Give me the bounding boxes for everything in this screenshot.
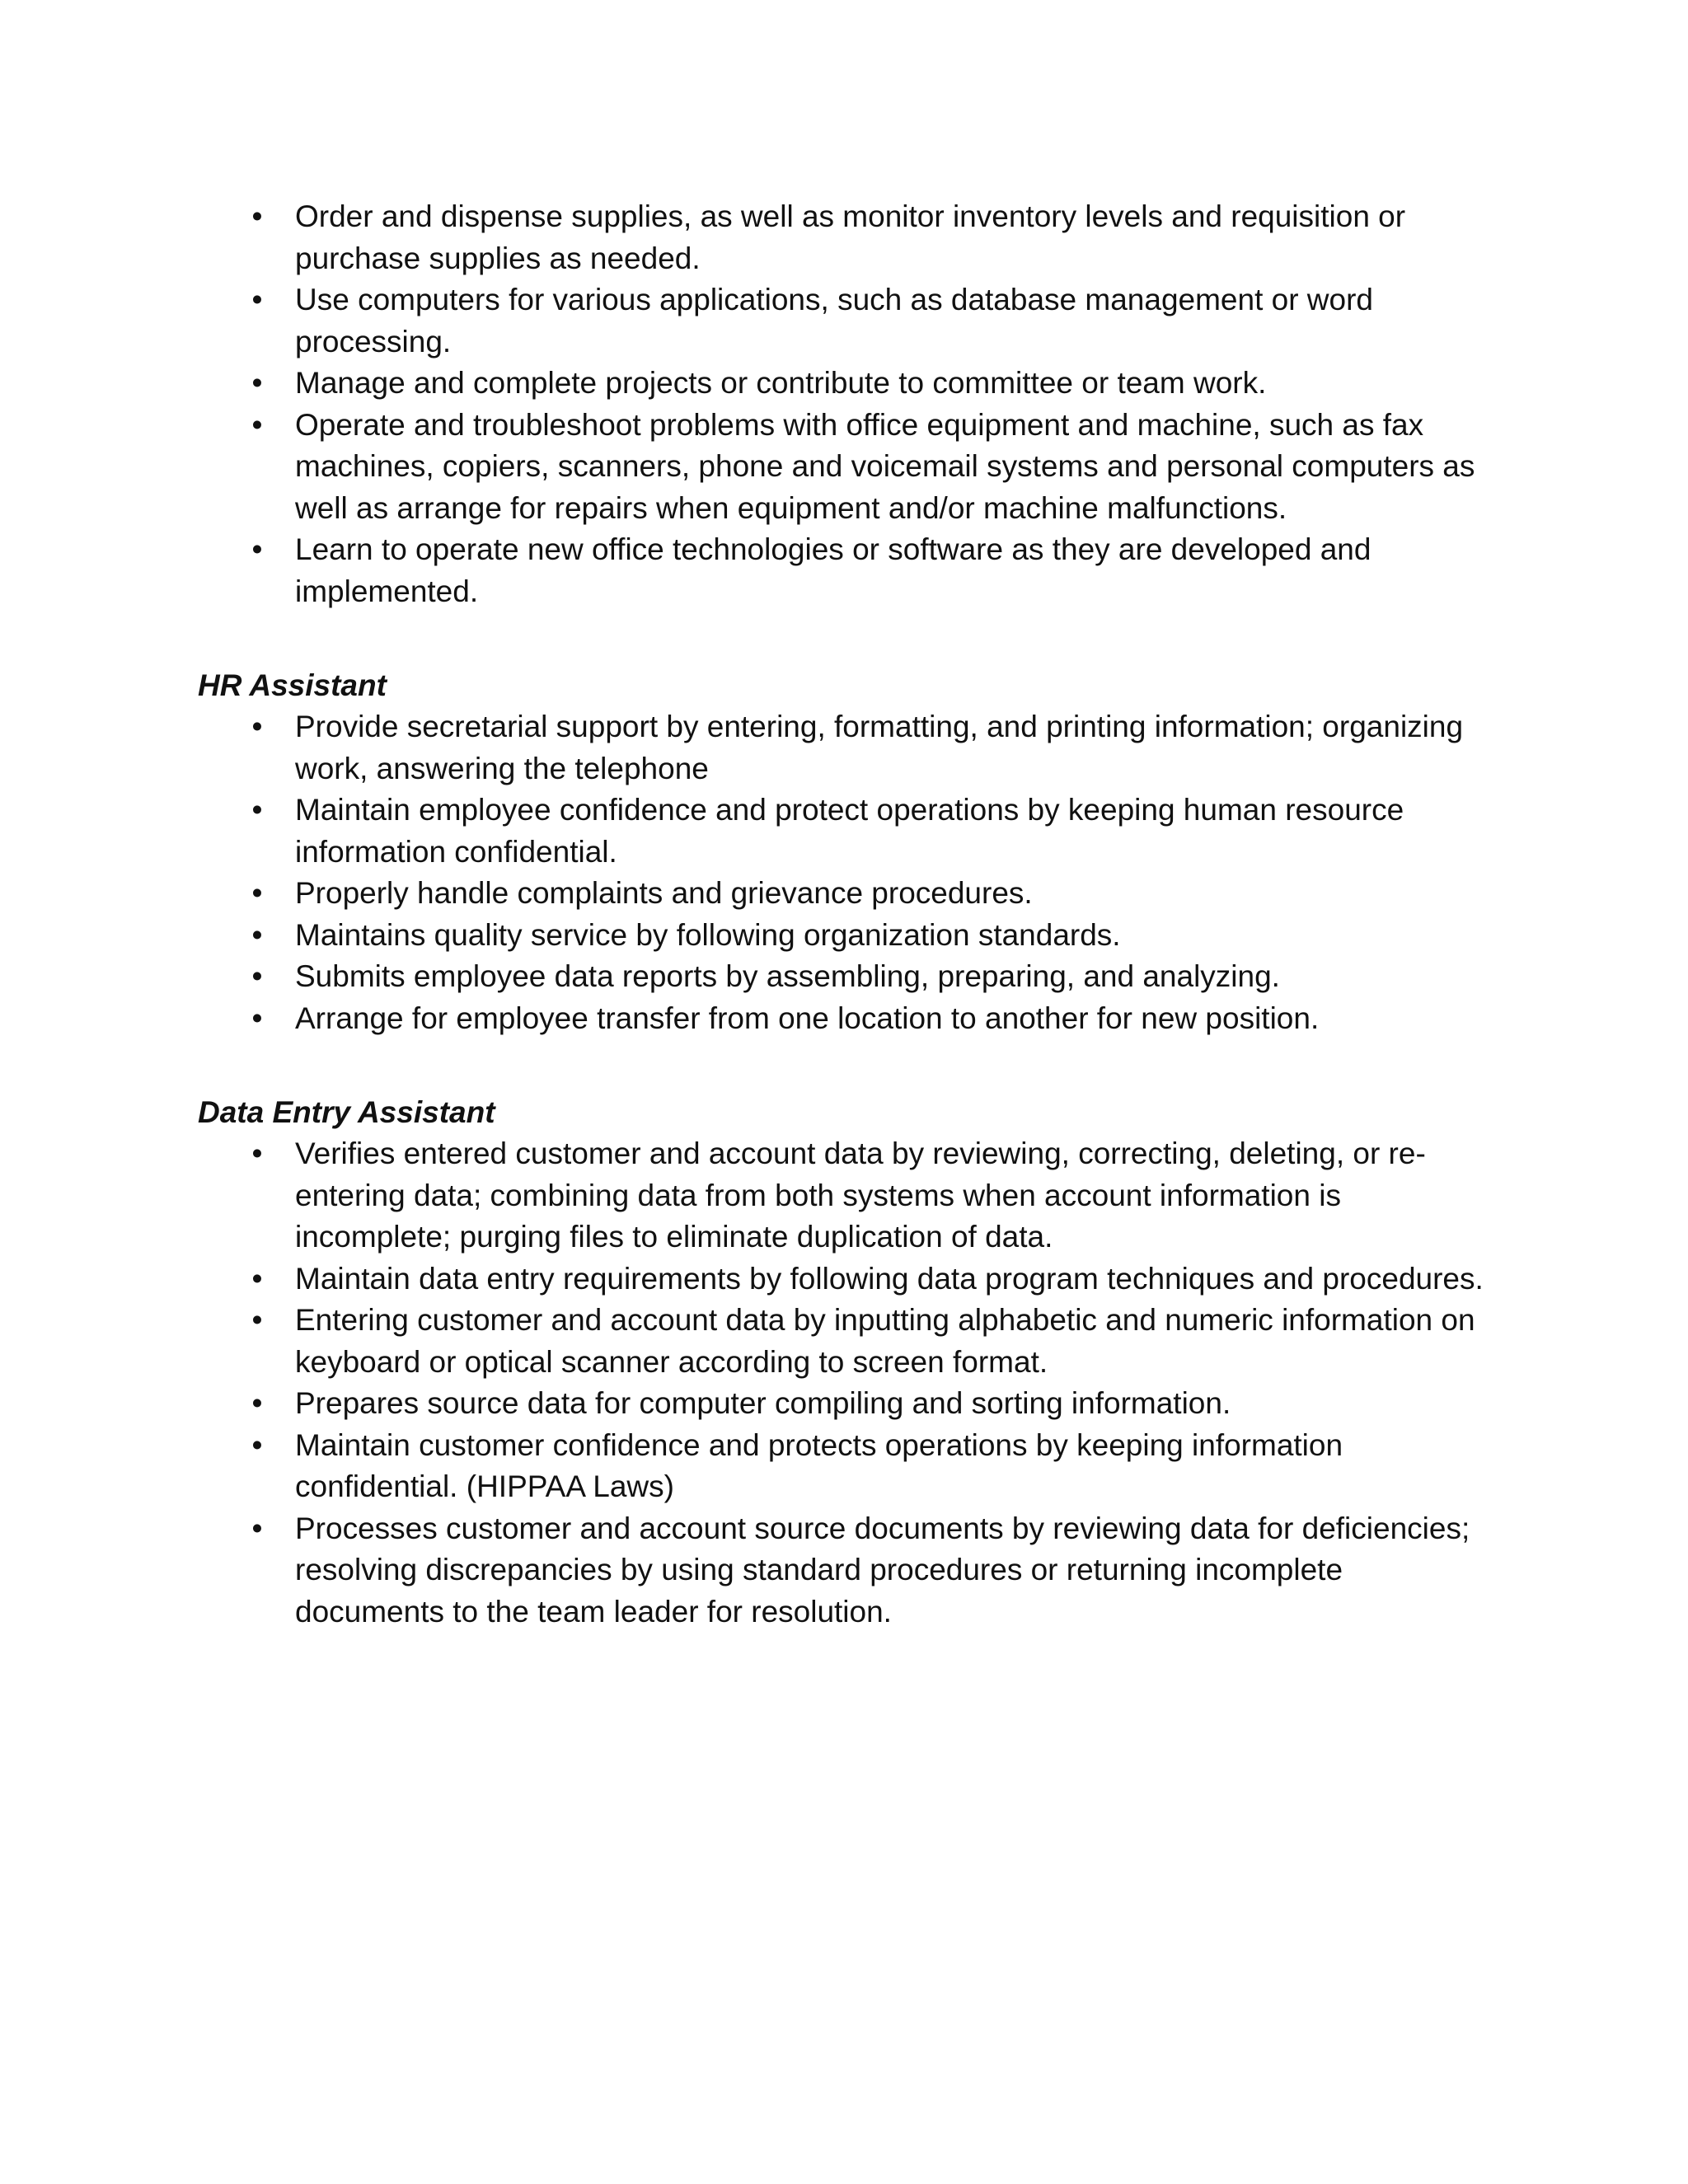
list-item-text: Verifies entered customer and account data by reviewing, correcting, deleting, or re-entering data; combining data from both systems when account information is incomplete; purging files to eliminate duplication of data. — [295, 1137, 1426, 1254]
list-item-text: Prepares source data for computer compiling and sorting information. — [295, 1386, 1231, 1420]
list-item-text: Arrange for employee transfer from one location to another for new position. — [295, 1001, 1320, 1035]
list-item — [198, 363, 1484, 405]
bullet-icon: • — [251, 1303, 263, 1337]
list-item — [198, 998, 1484, 1040]
list-item — [198, 196, 1484, 279]
list-item-text: Processes customer and account source documents by reviewing data for deficiencies; resolving discrepancies by using standard procedures or returning incomplete documents to the team leader for resolution. — [295, 1511, 1470, 1629]
section-heading-hr-assistant: HR Assistant — [198, 668, 387, 702]
bullet-icon: • — [251, 366, 263, 400]
list-item — [198, 1133, 1484, 1258]
bullet-icon: • — [251, 793, 263, 827]
list-item — [198, 790, 1484, 873]
list-item — [198, 873, 1484, 915]
list-item-text: Operate and troubleshoot problems with office equipment and machine, such as fax machines, copiers, scanners, phone and voicemail systems and personal computers as well as arrange for repairs when equipment and/or machine malfunctions. — [295, 407, 1475, 525]
list-item-text: Use computers for various applications, such as database management or word processing. — [295, 283, 1374, 359]
bullet-icon: • — [251, 1511, 263, 1545]
list-item — [198, 405, 1484, 530]
list-item-text: Submits employee data reports by assembling, preparing, and analyzing. — [295, 959, 1280, 993]
list-item — [198, 529, 1484, 612]
list-item-text: Maintains quality service by following organization standards. — [295, 917, 1121, 952]
list-item — [198, 915, 1484, 957]
list-item — [198, 1258, 1484, 1301]
list-item-text: Order and dispense supplies, as well as monitor inventory levels and requisition or purchase supplies as needed. — [295, 199, 1406, 275]
bullet-icon: • — [251, 1261, 263, 1296]
list-item-text: Maintain customer confidence and protects operations by keeping information confidential. (HIPPAA Laws) — [295, 1427, 1343, 1503]
bullet-icon: • — [251, 283, 263, 316]
list-item — [198, 706, 1484, 790]
list-item — [198, 1508, 1484, 1633]
bullet-icon: • — [251, 1386, 263, 1420]
bullet-icon: • — [251, 710, 263, 743]
list-item-text: Provide secretarial support by entering, formatting, and printing information; organizing work, answering the telephone — [295, 710, 1464, 785]
list-item — [198, 1383, 1484, 1425]
bullet-icon: • — [251, 532, 263, 566]
bullet-icon: • — [251, 917, 263, 952]
list-item-text: Learn to operate new office technologies or software as they are developed and implemented. — [295, 532, 1372, 608]
data-entry-bullet-list — [198, 1133, 1484, 1633]
list-item — [198, 279, 1484, 363]
list-item-text: Manage and complete projects or contribute to committee or team work. — [295, 366, 1267, 400]
bullet-icon: • — [251, 199, 263, 233]
bullet-icon: • — [251, 407, 263, 442]
document-content — [198, 196, 1484, 1633]
bullet-icon: • — [251, 1427, 263, 1462]
list-item-text: Maintain employee confidence and protect operations by keeping human resource information confidential. — [295, 793, 1404, 869]
list-item-text: Entering customer and account data by inputting alphabetic and numeric information on keyboard or optical scanner according to screen format. — [295, 1303, 1475, 1379]
bullet-icon: • — [251, 959, 263, 993]
list-item — [198, 1300, 1484, 1383]
bullet-icon: • — [251, 876, 263, 910]
section-heading-data-entry-assistant: Data Entry Assistant — [198, 1095, 495, 1129]
list-item — [198, 1425, 1484, 1508]
bullet-icon: • — [251, 1137, 263, 1170]
intro-bullet-list — [198, 196, 1484, 612]
hr-bullet-list — [198, 706, 1484, 1039]
list-item-text: Maintain data entry requirements by following data program techniques and procedures. — [295, 1261, 1484, 1296]
list-item — [198, 956, 1484, 998]
list-item-text: Properly handle complaints and grievance procedures. — [295, 876, 1033, 910]
bullet-icon: • — [251, 1001, 263, 1035]
